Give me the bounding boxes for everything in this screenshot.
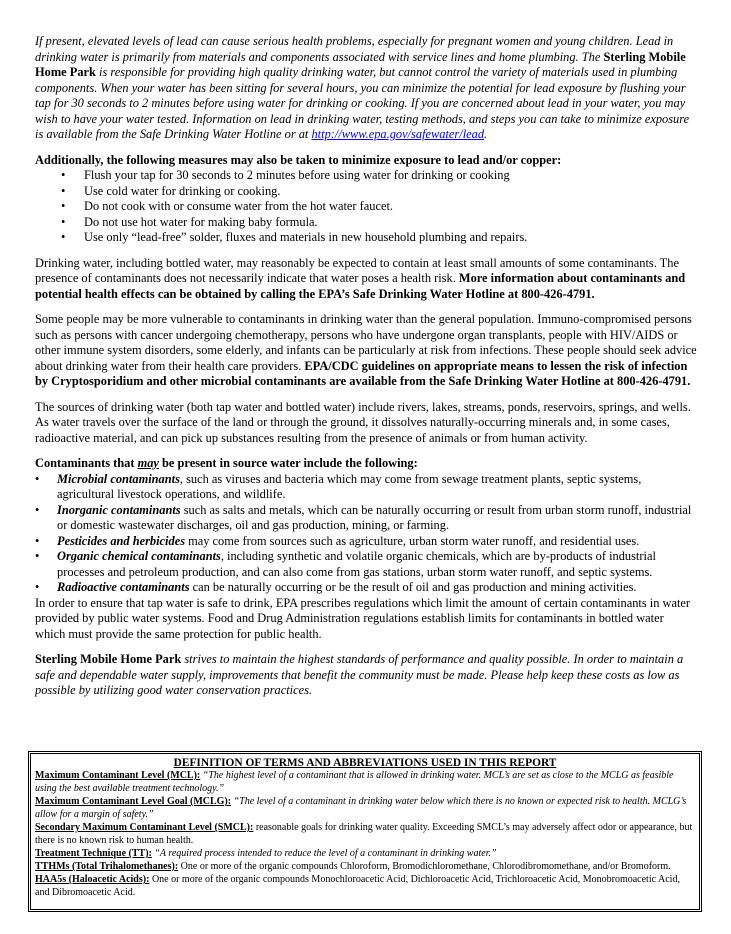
lead-text-part2: is responsible for providing high quality drinking water, but cannot control the variety of materials used in plumbing components. When your water has been sitting for several hours, you can minimize the potential for lead exposure by flushing your tap for 30 seconds to 2 minutes before using water for drinking or cooking. If you are concerned about lead in your water, you may wish to have your water tested. Information on lead in drinking water, testing methods, and steps you can take to minimize exposure is available from the Safe Drinking Water Hotline or at: [35, 65, 690, 141]
definition-entry: [35, 873, 695, 899]
report-page: [35, 34, 697, 699]
contaminant-text: such as salts and metals, which can be naturally occurring or result from urban storm runoff, industrial or domestic wastewater discharges, oil and gas production, mining, or farming.: [57, 502, 692, 532]
source-contaminants-list: [35, 472, 697, 596]
list-item: [35, 503, 697, 534]
heading-may: may: [137, 456, 159, 470]
contaminant-term: Pesticides and herbicides: [57, 533, 186, 548]
list-item: [35, 580, 697, 596]
bullet-icon: •: [35, 580, 40, 594]
contaminant-text: may come from sources such as agriculture, urban storm water runoff, and residential uses.: [185, 533, 640, 548]
list-item: [35, 199, 697, 215]
bullet-icon: •: [35, 533, 40, 548]
definition-term: Maximum Contaminant Level Goal (MCLG):: [35, 796, 232, 807]
definition-term: Secondary Maximum Contaminant Level (SMCL):: [35, 822, 254, 833]
definition-text: “A required process intended to reduce the level of a contaminant in drinking water.”: [151, 848, 497, 859]
contaminant-text: , including synthetic and volatile organic chemicals, which are by-products of industrial processes and petroleum production, and can also come from gas stations, urban storm water runoff, and septic systems.: [57, 549, 656, 579]
epa-paragraph: In order to ensure that tap water is safe to drink, EPA prescribes regulations which limit the amount of certain contaminants in water provided by public water systems. Food and Drug Administration regulations establish limits for contaminants in bottled water which must provide the same protection for public health.: [35, 595, 691, 641]
bullet-icon: •: [61, 168, 66, 182]
measures-heading: Additionally, the following measures may also be taken to minimize exposure to lead and/or copper:: [35, 152, 562, 167]
definition-term: TTHMs (Total Trihalomethanes):: [35, 861, 179, 872]
list-item: [35, 215, 697, 231]
definition-entry: [35, 821, 695, 847]
list-item: [35, 230, 697, 246]
contaminant-term: Microbial contaminants: [57, 471, 180, 486]
lead-paragraph: [35, 34, 697, 143]
contaminant-text: can be naturally occurring or be the result of oil and gas production and mining activities.: [189, 580, 637, 594]
contaminant-term: Organic chemical contaminants: [57, 549, 221, 563]
list-item: [35, 534, 697, 550]
measures-list: [35, 168, 697, 246]
vulnerable-text: Some people may be more vulnerable to contaminants in drinking water than the general population. Immuno-compromised persons such as persons with cancer undergoing chemotherapy, persons who have undergone organ transplants, people with HIV/AIDS or other immune system disorders, some elderly, and infants can be particularly at risk from infections. These people should seek advice about drinking water from their health care providers.: [35, 312, 697, 373]
list-item-text: Use cold water for drinking or cooking.: [84, 183, 281, 198]
definition-text: “The highest level of a contaminant that is allowed in drinking water. MCL’s are set as close to the MCLG as feasible using the best available treatment technology.”: [35, 770, 674, 794]
company-name: Sterling Mobile Home Park: [35, 49, 686, 79]
list-item: [35, 184, 697, 200]
contaminant-text: , such as viruses and bacteria which may come from sewage treatment plants, septic systems, agricultural livestock operations, and wildlife.: [57, 471, 642, 501]
source-contaminants-heading: [35, 456, 697, 472]
heading-pre: Contaminants that: [35, 456, 138, 470]
definition-entry: [35, 847, 695, 860]
definition-text: One or more of the organic compounds Monochloroacetic Acid, Dichloroacetic Acid, Trichloroacetic Acid, Monobromoacetic Acid, and Dibromoacetic Acid.: [35, 874, 680, 898]
contaminants-paragraph: [35, 256, 697, 303]
bullet-icon: •: [61, 214, 66, 229]
lead-text-part1: If present, elevated levels of lead can cause serious health problems, especially for pregnant women and young children. Lead in drinking water is primarily from materials and components associated with service lines and home plumbing. The: [35, 34, 674, 64]
list-item-text: Do not cook with or consume water from the hot water faucet.: [84, 199, 393, 213]
bullet-icon: •: [61, 230, 66, 244]
sources-paragraph: The sources of drinking water (both tap water and bottled water) include rivers, lakes, streams, ponds, reservoirs, springs, and wells. As water travels over the surface of the land or through the ground, it dissolves naturally-occurring minerals and, in some cases, radioactive material, and can pick up substances resulting from the presence of animals or from human activity.: [35, 399, 691, 445]
definition-text: reasonable goals for drinking water quality. Exceeding SMCL’s may adversely affect odor or appearance, but there is no known risk to human health.: [35, 822, 693, 846]
definition-term: Maximum Contaminant Level (MCL):: [35, 770, 201, 781]
heading-post: be present in source water include the following:: [158, 456, 418, 470]
definition-entry: [35, 795, 695, 821]
bullet-icon: •: [61, 183, 66, 198]
bullet-icon: •: [61, 199, 66, 213]
definition-term: HAA5s (Haloacetic Acids):: [35, 874, 150, 885]
bullet-icon: •: [35, 502, 40, 517]
definition-entry: [35, 769, 695, 795]
epa-cdc-note: EPA/CDC guidelines on appropriate means to lessen the risk of infection by Cryptosporidium and other microbial contaminants are available from the Safe Drinking Water Hotline at 800-426-4791.: [35, 358, 691, 388]
bullet-icon: •: [35, 471, 40, 486]
list-item: [35, 168, 697, 184]
bullet-icon: •: [35, 549, 40, 563]
list-item-text: Flush your tap for 30 seconds to 2 minutes before using water for drinking or cooking: [84, 168, 510, 182]
lead-text-end: .: [484, 127, 488, 141]
definition-term: Treatment Technique (TT):: [35, 848, 152, 859]
list-item-text: Use only “lead-free” solder, fluxes and materials in new household plumbing and repairs.: [84, 230, 528, 244]
definition-text: “The level of a contaminant in drinking water below which there is no known or expected risk to health. MCLG’s allow for a margin of safety.”: [35, 796, 687, 820]
closing-paragraph: [35, 652, 697, 699]
hotline-note: More information about contaminants and potential health effects can be obtained by calling the EPA’s Safe Drinking Water Hotline at 800-426-4791.: [35, 271, 686, 301]
closing-text: strives to maintain the highest standards of performance and quality possible. In order to maintain a safe and dependable water supply, improvements that benefit the community must be made. Please help keep these costs as low as possible by utilizing good water conservation practices.: [35, 652, 684, 697]
definition-entry: [35, 860, 695, 873]
contaminant-term: Radioactive contaminants: [57, 580, 190, 594]
definitions-title: DEFINITION OF TERMS AND ABBREVIATIONS USED IN THIS REPORT: [173, 757, 557, 769]
definition-text: One or more of the organic compounds Chloroform, Bromodichloromethane, Chlorodibromomethane, and/or Bromoform.: [178, 861, 671, 872]
list-item-text: Do not use hot water for making baby formula.: [84, 214, 318, 229]
contaminants-text: Drinking water, including bottled water, may reasonably be expected to contain at least small amounts of some contaminants. The presence of contaminants does not necessarily indicate that water poses a health risk.: [35, 255, 679, 285]
definitions-box: [28, 751, 702, 912]
list-item: [35, 472, 697, 503]
contaminant-term: Inorganic contaminants: [57, 502, 181, 517]
epa-lead-link[interactable]: http://www.epa.gov/safewater/lead: [311, 127, 485, 141]
vulnerable-paragraph: [35, 312, 697, 390]
list-item: [35, 549, 697, 580]
company-name: Sterling Mobile Home Park: [35, 652, 182, 666]
